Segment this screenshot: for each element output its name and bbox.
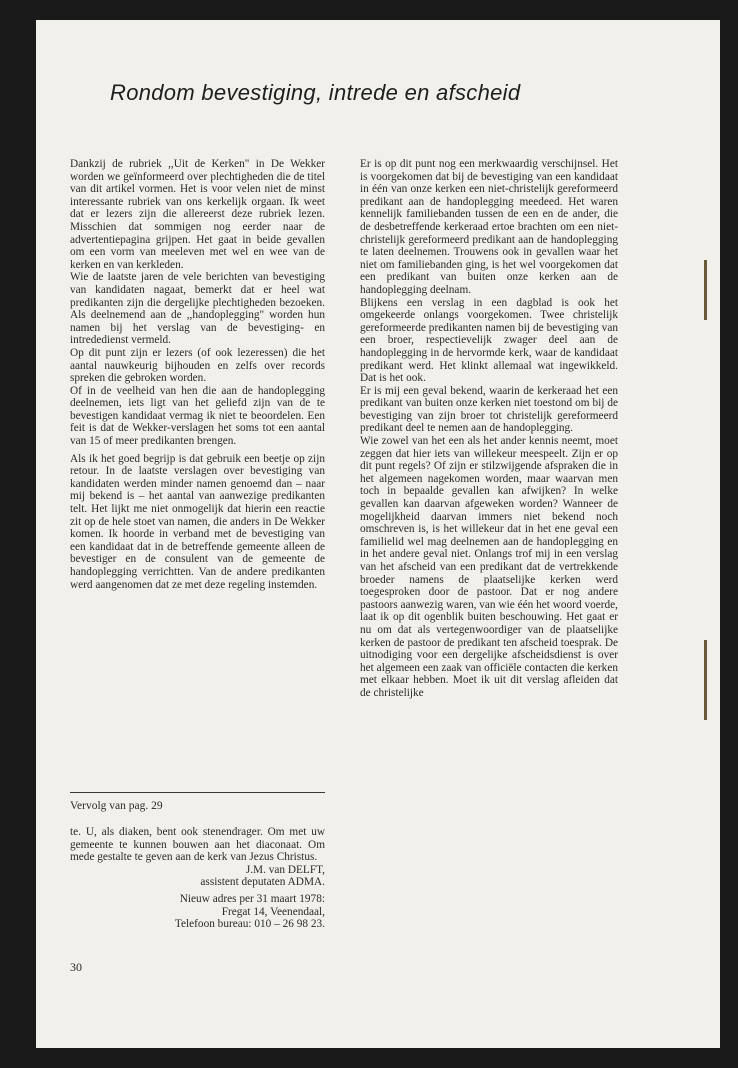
continuation-block [70, 826, 325, 931]
address-line: Fregat 14, Veenendaal, [221, 905, 325, 918]
paragraph: Wie de laatste jaren de vele berichten van bevestiging van kandidaten nagaat, bemerkt dat er heel wat predikanten zijn die dergelijke plechtigheden bezoeken. Als deelnemend aan de ,,handoplegging" worden hun namen bij het verslag van de bevestiging- en intrededienst vermeld. [70, 271, 325, 347]
paragraph: Of in de veelheid van hen die aan de handoplegging deelnemen, iets ligt van het geliefd zijn van de te bevestigen kandidaat vermag ik niet te beoordelen. Een feit is dat de Wekker-verslagen het soms tot een aantal van 15 of meer predikanten brengen. [70, 384, 325, 448]
paragraph: Op dit punt zijn er lezers (of ook lezeressen) die het aantal nauwkeurig bijhouden en zelfs over records spreken die gebroken worden. [70, 346, 325, 385]
paragraph: Blijkens een verslag in een dagblad is ook het omgekeerde onlangs voorgekomen. Twee christelijk gereformeerde predikanten namen bij de bevestiging van een broer, respectievelijk zwager deel aan de handoplegging in de hervormde kerk, waar de kandidaat predikant werd. Het klinkt allemaal wat ingewikkeld. Dat is het ook. [360, 296, 618, 385]
page-number: 30 [70, 960, 82, 974]
phone-line: Telefoon bureau: 010 – 26 98 23. [174, 918, 325, 931]
paragraph: Dankzij de rubriek ,,Uit de Kerken" in De Wekker worden we geïnformeerd over plechtigheden die de titel van dit artikel vormen. Het is voor velen niet de minst interessante rubriek van ons kerkelijk orgaan. Ik weet dat er lezers zijn die allereerst deze rubriek lezen. Misschien dat sommigen nog eerder naar de advertentiepagina grijpen. Het gaat in beide gevallen om een vorm van meeleven met wel en wee van de kerken en van kerkleden. [70, 158, 325, 271]
scan-border-bottom [0, 1048, 738, 1068]
paragraph: Er is mij een geval bekend, waarin de kerkeraad het een predikant van buiten onze kerken niet toestond om bij de bevestiging van zijn broer tot christelijk gereformeerd predikant deel te nemen aan de handoplegging. [360, 384, 618, 435]
paragraph: Er is op dit punt nog een merkwaardig verschijnsel. Het is voorgekomen dat bij de bevestiging van een kandidaat in één van onze kerken een niet-christelijk gereformeerd predikant aan de handoplegging meedeed. Het waren kennelijk familiebanden tussen de een en de ander, die de desbetreffende kerkeraad ertoe brachten om een niet-christelijk gereformeerd predikant aan de handoplegging te laten deelnemen. Trouwens ook in gevallen waar het niet om familiebanden ging, is het wel voorgekomen dat een predikant van buiten onze kerken aan de handoplegging deelnam. [360, 158, 618, 296]
binding-mark [704, 260, 707, 320]
address-line: Nieuw adres per 31 maart 1978: [179, 892, 325, 905]
signature-name: J.M. van DELFT, [245, 863, 325, 876]
continuation-label: Vervolg van pag. 29 [70, 800, 163, 812]
continuation-text: te. U, als diaken, bent ook stenendrager. Om met uw gemeente te kunnen bouwen aan het diaconaat. Om mede gestalte te geven aan de kerk van Jezus Christus. [70, 826, 325, 864]
article-title: Rondom bevestiging, intrede en afscheid [110, 80, 521, 105]
magazine-page [36, 20, 720, 1048]
signature-role: assistent deputaten ADMA. [200, 876, 325, 889]
separator-rule [70, 792, 325, 793]
right-column [360, 158, 618, 700]
left-column [70, 158, 325, 591]
paragraph: Als ik het goed begrijp is dat gebruik een beetje op zijn retour. In de laatste verslagen over bevestiging van kandidaten werden minder namen genoemd dan – naar mij bekend is – het aantal van aanwezige predikanten telt. Het lijkt me niet onmogelijk dat hierin een reactie zit op de hele stoet van namen, die anders in De Wekker komen. Ik hoorde in verband met de bevestiging van een kandidaat dat in de betreffende gemeente alleen de bevestiger en de consulent van de gemeente de handoplegging verrichtten. Van de andere predikanten werd aangenomen dat ze met deze regeling instemden. [70, 452, 325, 591]
scan-border-right [720, 0, 738, 1068]
paragraph: Wie zowel van het een als het ander kennis neemt, moet zeggen dat hier iets van willekeur meespeelt. Zijn er op dit punt regels? Of zijn er stilzwijgende afspraken die in het algemeen nagekomen worden, maar waarvan men toch in bepaalde gevallen kan afwijken? In welke gevallen kan daarvan afgeweken worden? Wanneer de mogelijkheid daarvan immers niet bekend noch omschreven is, is het willekeur dat in het ene geval een familielid wel mag deelnemen aan de handoplegging en in het andere geval niet. Onlangs trof mij in een verslag van het afscheid van een predikant dat de vertrekkende broeder namens de plaatselijke kerken werd toegesproken door de pastoor. Dat er nog andere pastoors aanwezig waren, van wie één het woord voerde, laat ik op dit ogenblik buiten beschouwing. Het gaat er nu om dat als vertegenwoordiger van de plaatselijke kerken de pastoor de predikant ten afscheid toesprak. De uitnodiging voor een dergelijke afscheidsdienst is over het algemeen een zaak van officiële contacten die kerken met elkaar hebben. Moet ik uit dit verslag afleiden dat de christelijke [360, 435, 618, 699]
scan-border-top [0, 0, 738, 20]
binding-mark [704, 640, 707, 720]
